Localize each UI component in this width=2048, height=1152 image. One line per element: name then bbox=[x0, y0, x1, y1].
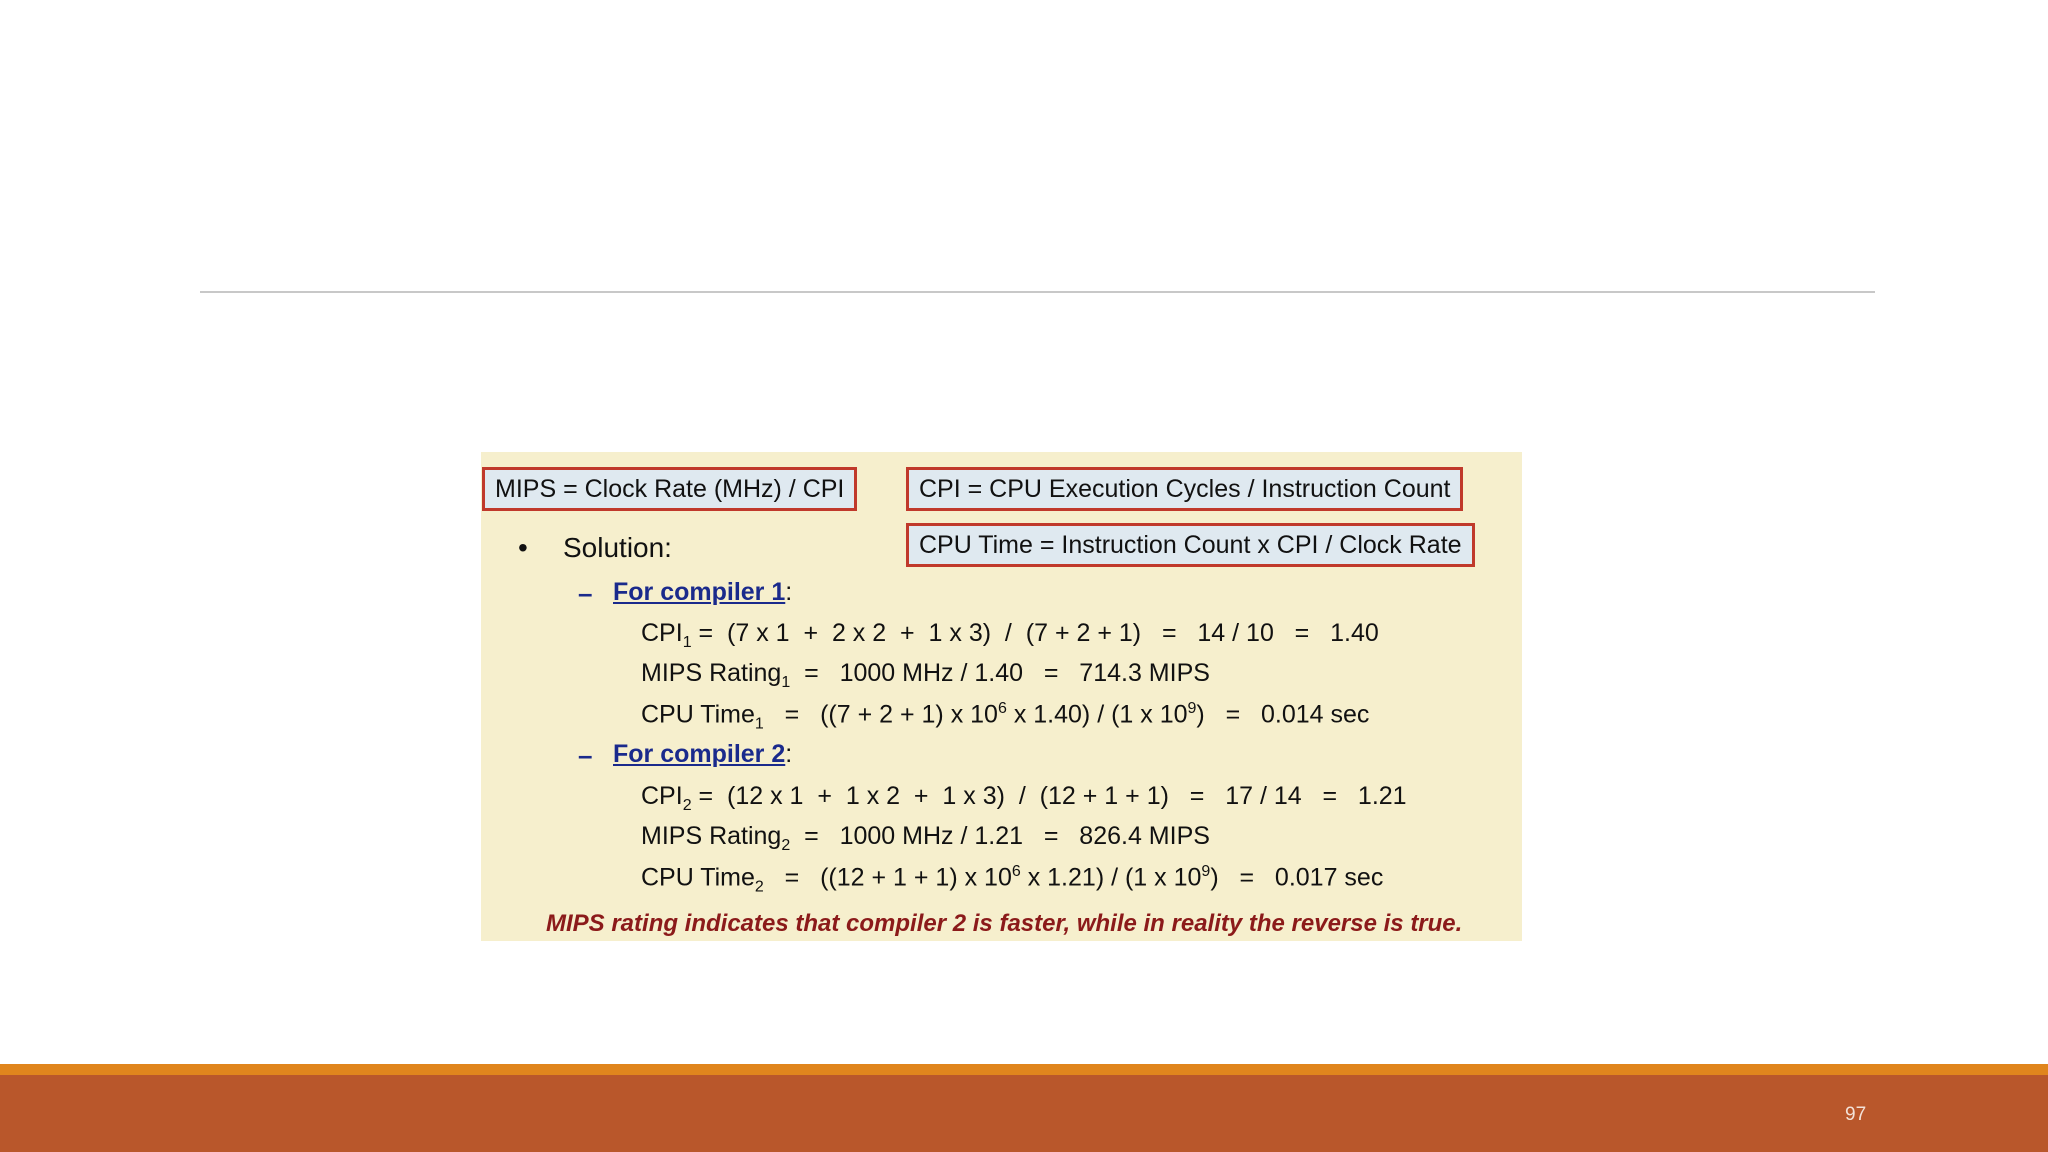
conclusion-note: MIPS rating indicates that compiler 2 is faster, while in reality the reverse is true. bbox=[546, 910, 1463, 937]
page-number: 97 bbox=[1845, 1104, 1867, 1125]
compiler-1-mips-line: MIPS Rating$_1$ = 1000 MHz / 1.40 = 714.3 MIPS bbox=[641, 659, 1210, 691]
dash-marker: – bbox=[578, 578, 593, 608]
compiler-2-heading: For compiler 2: bbox=[613, 740, 793, 768]
compiler-1-label: For compiler 1 bbox=[613, 578, 786, 606]
compiler-1-cpi-line: $CPI_1 = (7$ x 1 + 2 x 2 + 1 x 3) / (7 + 2 + 1) = 14 / 10 = 1.40 bbox=[641, 619, 1379, 651]
solution-heading: Solution: bbox=[563, 532, 672, 563]
mips-formula-box: MIPS = Clock Rate (MHz) / CPI bbox=[482, 467, 857, 511]
content-panel bbox=[481, 452, 1522, 941]
compiler-1-heading: For compiler 1: bbox=[613, 578, 793, 606]
title-divider bbox=[200, 291, 1875, 293]
dash-marker: – bbox=[578, 740, 593, 770]
compiler-2-time-line: CPU Time$_2$ = ((12 + 1 + 1) x $10^6$ x 1.21) / (1 x $10^9) = 0.017$ sec bbox=[641, 863, 1384, 896]
cpi-formula-box: CPI = CPU Execution Cycles / Instruction Count bbox=[906, 467, 1463, 511]
footer-bar bbox=[0, 1075, 2048, 1152]
compiler-1-time-line: CPU Time$_1$ = ((7 + 2 + 1) x $10^6$ x 1.40) / (1 x $10^9) = 0.014$ sec bbox=[641, 700, 1370, 733]
compiler-2-cpi-line: $CPI_2 = (12$ x 1 + 1 x 2 + 1 x 3) / (12 + 1 + 1) = 17 / 14 = 1.21 bbox=[641, 782, 1407, 814]
compiler-2-mips-line: MIPS Rating$_2$ = 1000 MHz / 1.21 = 826.4 MIPS bbox=[641, 822, 1210, 854]
cpu-time-formula-box: CPU Time = Instruction Count x CPI / Clock Rate bbox=[906, 523, 1475, 567]
footer-accent-bar bbox=[0, 1064, 2048, 1075]
bullet-glyph: • bbox=[518, 532, 528, 563]
compiler-2-label: For compiler 2 bbox=[613, 740, 786, 768]
